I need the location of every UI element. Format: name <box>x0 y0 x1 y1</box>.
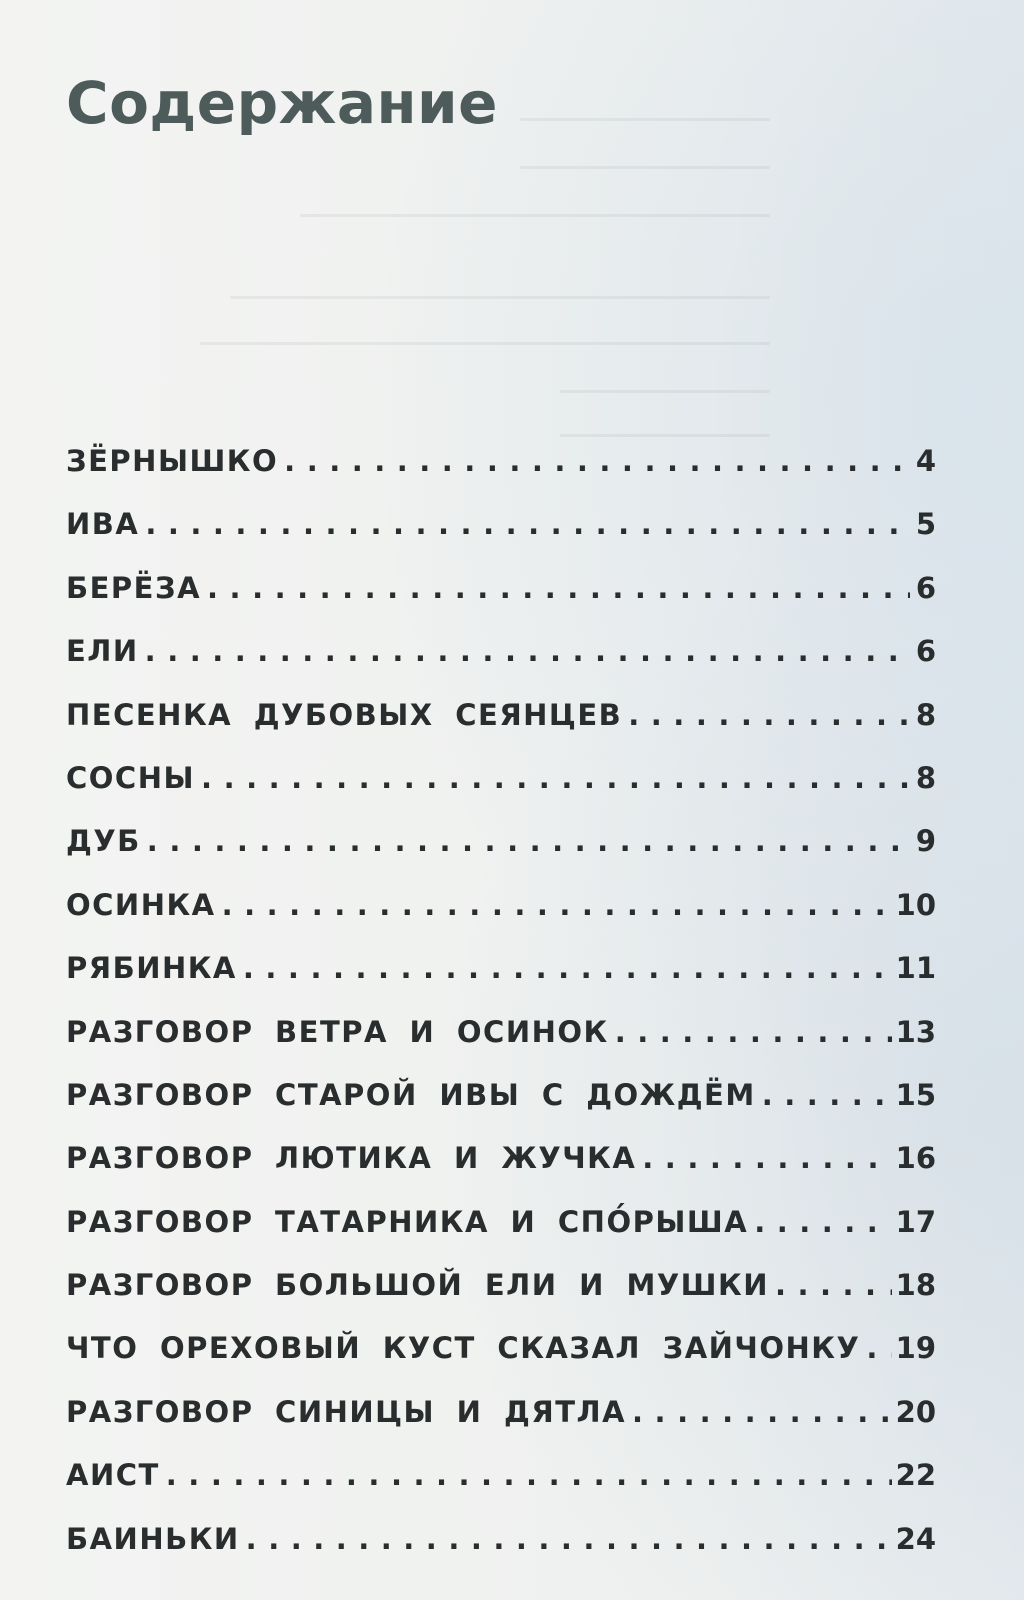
toc-entry[interactable] <box>66 1268 936 1331</box>
toc-entry-page: 19 <box>895 1331 936 1366</box>
dot-leader <box>284 444 910 478</box>
toc-entry[interactable] <box>66 951 936 1014</box>
toc-entry-title: РАЗГОВОР СТАРОЙ ИВЫ С ДОЖДЁМ <box>66 1077 756 1112</box>
dot-leader <box>628 698 910 732</box>
toc-entry-page: 20 <box>895 1394 936 1429</box>
toc-entry-title: ЧТО ОРЕХОВЫЙ КУСТ СКАЗАЛ ЗАЙЧОНКУ <box>66 1331 861 1366</box>
dot-leader <box>201 761 910 795</box>
dot-leader <box>222 888 892 922</box>
toc-entry[interactable] <box>66 1458 936 1521</box>
toc-entry[interactable] <box>66 1078 936 1141</box>
dot-leader <box>762 1078 892 1112</box>
dot-leader <box>754 1205 891 1239</box>
dot-leader <box>615 1015 892 1049</box>
toc-entry-page: 5 <box>915 507 936 542</box>
toc-entry-title: БАИНЬКИ <box>66 1521 240 1556</box>
dot-leader <box>632 1395 892 1429</box>
toc-entry[interactable] <box>66 1522 936 1585</box>
toc-entry[interactable] <box>66 1331 936 1394</box>
dot-leader <box>145 507 910 541</box>
toc-entry[interactable] <box>66 444 936 507</box>
toc-entry-title: БЕРЁЗА <box>66 570 202 605</box>
toc-entry-title: ПЕСЕНКА ДУБОВЫХ СЕЯНЦЕВ <box>66 697 623 732</box>
dot-leader <box>145 634 910 668</box>
dot-leader <box>166 1458 892 1492</box>
toc-entry[interactable] <box>66 1395 936 1458</box>
dot-leader <box>243 951 892 985</box>
toc-entry-title: РЯБИНКА <box>66 951 237 986</box>
toc-entry-title: ЗЁРНЫШКО <box>66 444 279 478</box>
toc-entry-page: 22 <box>895 1458 936 1493</box>
toc-entry[interactable] <box>66 634 936 697</box>
toc-entry-title: АИСТ <box>66 1458 160 1493</box>
table-of-contents <box>66 444 936 1585</box>
toc-entry-page: 10 <box>895 887 936 922</box>
toc-entry-page: 24 <box>895 1521 936 1556</box>
toc-entry-page: 17 <box>895 1204 936 1239</box>
toc-entry-title: РАЗГОВОР ТАТАРНИКА И СПО́РЫША <box>66 1204 749 1239</box>
toc-entry-page: 11 <box>895 951 936 986</box>
toc-entry-page: 18 <box>895 1268 936 1303</box>
page-title: Содержание <box>66 69 499 137</box>
toc-entry-page: 16 <box>895 1141 936 1176</box>
dot-leader <box>866 1331 891 1365</box>
toc-entry[interactable] <box>66 824 936 887</box>
toc-entry-page: 8 <box>915 697 936 732</box>
toc-entry-page: 9 <box>915 824 936 859</box>
toc-entry[interactable] <box>66 698 936 761</box>
toc-entry[interactable] <box>66 888 936 951</box>
toc-entry[interactable] <box>66 1141 936 1204</box>
toc-entry-page: 13 <box>895 1014 936 1049</box>
toc-entry-page: 15 <box>895 1077 936 1112</box>
toc-entry[interactable] <box>66 761 936 824</box>
toc-entry-page: 6 <box>915 570 936 605</box>
toc-entry-title: РАЗГОВОР ВЕТРА И ОСИНОК <box>66 1014 609 1049</box>
toc-entry-title: ИВА <box>66 507 140 542</box>
toc-entry-title: РАЗГОВОР СИНИЦЫ И ДЯТЛА <box>66 1394 627 1429</box>
dot-leader <box>147 824 910 858</box>
dot-leader <box>775 1268 892 1302</box>
dot-leader <box>207 571 910 605</box>
toc-entry-page: 4 <box>915 444 936 478</box>
toc-entry-page: 8 <box>915 760 936 795</box>
toc-entry-title: ОСИНКА <box>66 887 216 922</box>
toc-entry-title: РАЗГОВОР БОЛЬШОЙ ЕЛИ И МУШКИ <box>66 1268 769 1303</box>
toc-entry-title: СОСНЫ <box>66 760 196 795</box>
toc-entry-title: ДУБ <box>66 824 141 859</box>
toc-entry-title: ЕЛИ <box>66 634 139 669</box>
toc-entry-page: 6 <box>915 634 936 669</box>
toc-entry[interactable] <box>66 1205 936 1268</box>
toc-entry[interactable] <box>66 507 936 570</box>
toc-entry[interactable] <box>66 571 936 634</box>
toc-entry-title: РАЗГОВОР ЛЮТИКА И ЖУЧКА <box>66 1141 637 1176</box>
toc-entry[interactable] <box>66 1015 936 1078</box>
dot-leader <box>246 1522 892 1556</box>
dot-leader <box>642 1141 891 1175</box>
